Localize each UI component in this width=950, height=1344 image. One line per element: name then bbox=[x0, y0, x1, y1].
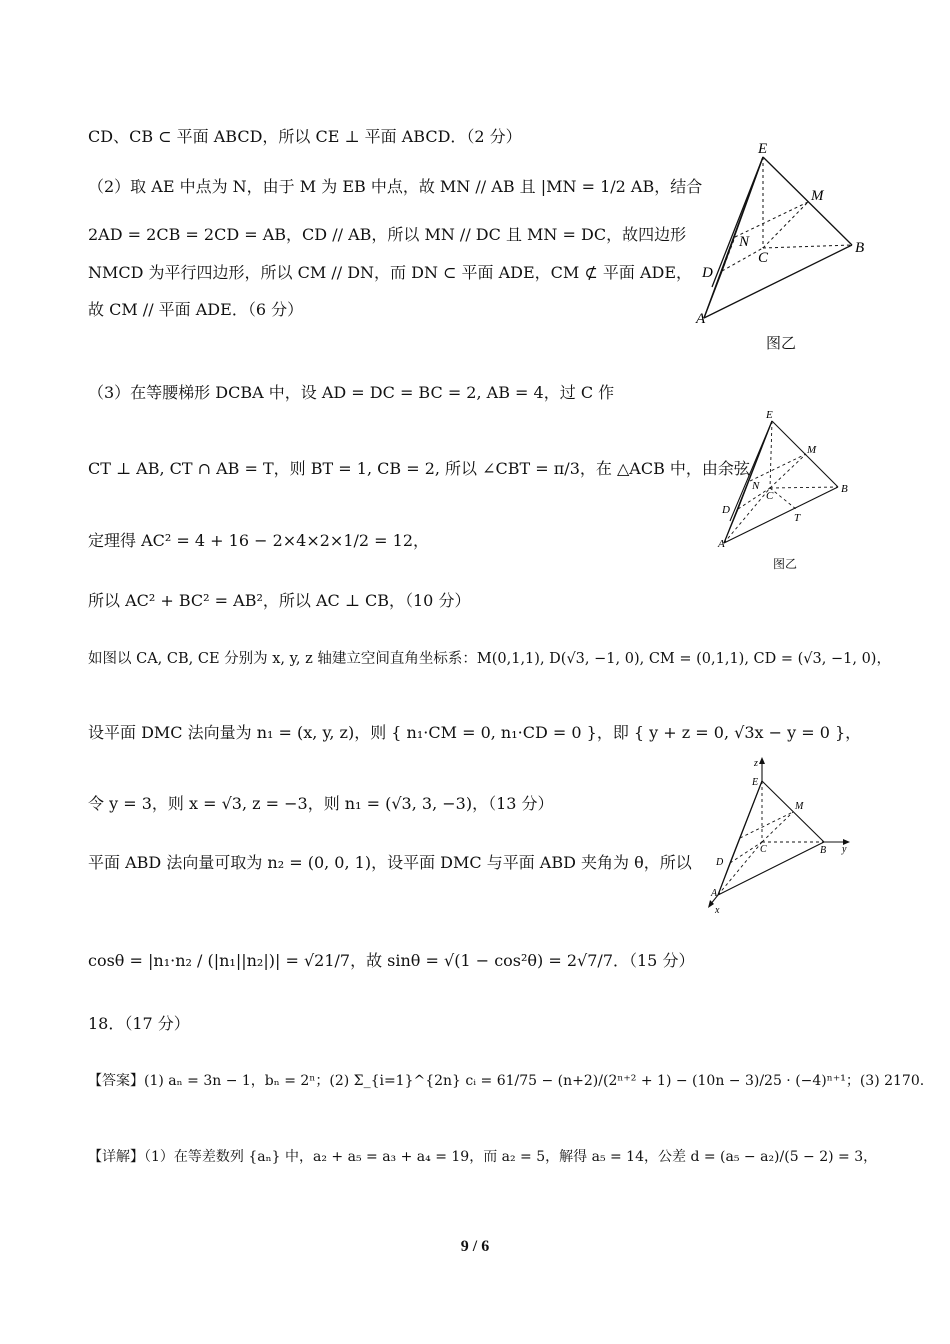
fig2-label-A: A bbox=[718, 538, 725, 550]
text-line-1: CD、CB ⊂ 平面 ABCD，所以 CE ⊥ 平面 ABCD．（2 分） bbox=[88, 127, 522, 146]
page-number: 9 / 6 bbox=[460, 1238, 490, 1255]
fig3-label-M: M bbox=[795, 801, 804, 812]
fig3-label-y: y bbox=[842, 844, 847, 855]
fig3-label-B: B bbox=[820, 845, 827, 856]
figure-1-diagram bbox=[690, 135, 880, 335]
text-line-6: （3）在等腰梯形 DCBA 中，设 AD = DC = BC = 2, AB = 4，过 C 作 bbox=[88, 383, 615, 402]
text-line-3: 2AD = 2CB = 2CD = AB，CD // AB，所以 MN // DC 且 MN = DC，故四边形 bbox=[88, 225, 687, 244]
fig3-label-A: A bbox=[711, 888, 718, 899]
text-line-8: 定理得 AC² = 4 + 16 − 2×4×2×1/2 = 12， bbox=[88, 531, 430, 550]
text-line-7: CT ⊥ AB, CT ∩ AB = T，则 BT = 1, CB = 2, 所以 ∠CBT = π/3，在 △ACB 中，由余弦 bbox=[88, 459, 750, 478]
fig2-label-N: N bbox=[752, 480, 760, 492]
text-line-4: NMCD 为平行四边形，所以 CM // DN，而 DN ⊂ 平面 ADE，CM ⊄ 平面 ADE， bbox=[88, 263, 693, 282]
fig1-label-C: C bbox=[758, 250, 769, 266]
text-line-2: （2）取 AE 中点为 N，由于 M 为 EB 中点，故 MN // AB 且 |MN = 1/2 AB，结合 bbox=[88, 177, 703, 196]
fig1-label-B: B bbox=[855, 240, 865, 256]
fig1-label-E: E bbox=[758, 141, 768, 157]
fig3-label-E: E bbox=[752, 777, 759, 788]
text-line-11: 设平面 DMC 法向量为 n₁ = (x, y, z)，则 { n₁·CM = 0, n₁·CD = 0 }，即 { y + z = 0, √3x − y = 0 }， bbox=[88, 723, 862, 742]
answer-line: 【答案】(1) aₙ = 3n − 1，bₙ = 2ⁿ；(2) Σ_{i=1}^{2n} cᵢ = 61/75 − (n+2)/(2ⁿ⁺² + 1) − (10n − 3)/25 · (−4)ⁿ⁺¹；(3) 2170. bbox=[88, 1073, 925, 1089]
figure-3-diagram bbox=[700, 755, 860, 915]
text-line-5: 故 CM // 平面 ADE．（6 分） bbox=[88, 300, 304, 319]
detail-line: 【详解】（1）在等差数列 {aₙ} 中，a₂ + a₅ = a₃ + a₄ = 19，而 a₂ = 5，解得 a₅ = 14，公差 d = (a₅ − a₂)/(5 − 2) = 3， bbox=[88, 1149, 878, 1165]
fig1-label-A: A bbox=[696, 311, 706, 327]
fig2-label-T: T bbox=[794, 512, 801, 524]
section-18-heading: 18．（17 分） bbox=[88, 1014, 190, 1033]
fig2-label-B: B bbox=[841, 483, 848, 495]
text-line-14: cosθ = |n₁·n₂ / (|n₁||n₂|)| = √21/7，故 sinθ = √(1 − cos²θ) = 2√7/7．（15 分） bbox=[88, 951, 695, 970]
text-line-10: 如图以 CA, CB, CE 分别为 x, y, z 轴建立空间直角坐标系：M(0,1,1), D(√3, −1, 0), CM = (0,1,1), CD = (√3, −1, 0)， bbox=[88, 651, 891, 667]
fig2-label-M: M bbox=[807, 444, 817, 456]
fig3-label-C: C bbox=[760, 844, 767, 855]
fig2-label-D: D bbox=[722, 504, 730, 516]
figure-1-caption: 图乙 bbox=[766, 334, 797, 352]
fig3-label-z: z bbox=[754, 758, 758, 769]
figure-2-caption: 图乙 bbox=[773, 557, 798, 571]
fig1-label-D: D bbox=[702, 265, 713, 281]
text-line-12: 令 y = 3，则 x = √3, z = −3，则 n₁ = (√3, 3, −3)，（13 分） bbox=[88, 794, 554, 813]
fig2-label-C: C bbox=[766, 490, 774, 502]
fig3-label-x: x bbox=[715, 905, 720, 915]
text-line-13: 平面 ABD 法向量可取为 n₂ = (0, 0, 1)，设平面 DMC 与平面 ABD 夹角为 θ，所以 bbox=[88, 853, 692, 872]
fig2-label-E: E bbox=[766, 409, 773, 421]
text-line-9: 所以 AC² + BC² = AB²，所以 AC ⊥ CB，（10 分） bbox=[88, 591, 471, 610]
fig1-label-N: N bbox=[739, 234, 750, 250]
fig3-label-D: D bbox=[716, 857, 724, 868]
figure-2-diagram bbox=[710, 405, 860, 555]
fig1-label-M: M bbox=[811, 188, 824, 204]
